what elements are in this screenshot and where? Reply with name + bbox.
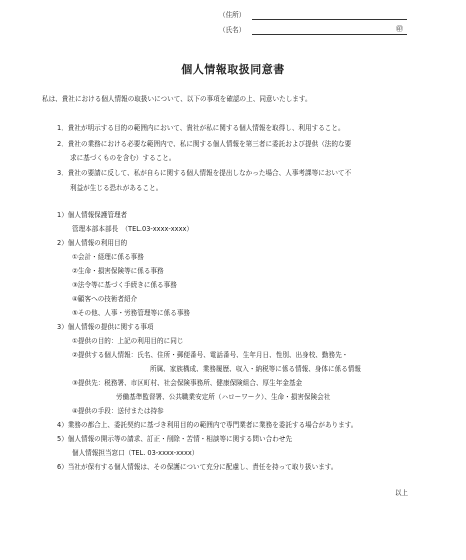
consent-item-2-cont: 求に基づくものを含む）すること。 (70, 154, 176, 162)
purpose-1: ①会計・経理に係る事務 (72, 253, 144, 261)
address-line (252, 19, 407, 20)
consent-item-3: 3．貴社の要請に反して、私が自らに関する個人情報を提出しなかった場合、人事考課等において不 (57, 169, 352, 177)
consent-item-3-cont: 利益が生じる恐れがあること。 (70, 184, 163, 192)
purpose-2: ②生命・損害保険等に係る事務 (72, 267, 164, 275)
provision-method: ④提供の手段：送付または持参 (72, 407, 164, 415)
contact-window: 個人情報担当窓口（TEL. 03-xxxx-xxxx） (72, 449, 199, 457)
detail-3-heading: 3）個人情報の提供に関する事項 (57, 323, 154, 331)
detail-1-manager: 管理本部本部長 （TEL.03-xxxx-xxxx） (72, 225, 193, 233)
purpose-5: ⑤その他、人事・労務管理等に係る事務 (72, 309, 191, 317)
detail-6-handling: 6）当社が保有する個人情報は、その保護について充分に配慮し、責任を持って取り扱います。 (57, 463, 338, 471)
intro-paragraph: 私は、貴社における個人情報の取扱いについて、以下の事項を確認の上、同意いたします。 (42, 95, 312, 103)
name-label: （氏名） (219, 26, 246, 34)
detail-2-heading: 2）個人情報の利用目的 (57, 239, 128, 247)
provision-recipients-cont: 労働基準監督署、公共職業安定所（ハローワーク）、生命・損害保険会社 (116, 393, 331, 401)
detail-4-outsourcing: 4）業務の都合上、委託契約に基づき利用目的の範囲内で専門業者に業務を委託する場合があります。 (57, 421, 358, 429)
consent-item-1: 1．貴社が明示する目的の範囲内において、貴社が私に関する個人情報を取得し、利用すること。 (57, 124, 345, 132)
document-title: 個人情報取扱同意書 (181, 63, 285, 76)
purpose-3: ③法令等に基づく手続きに係る事務 (72, 281, 177, 289)
address-label: （住所） (219, 11, 246, 19)
provided-info: ②提供する個人情報：氏名、住所・郵便番号、電話番号、生年月日、性別、出身校、勤務先・ (72, 351, 349, 359)
purpose-4: ④顧客への技術者紹介 (72, 295, 138, 303)
detail-1-heading: 1）個人情報保護管理者 (57, 211, 128, 219)
provision-recipients: ③提供先：税務署、市区町村、社会保険事務所、健康保険組合、厚生年金基金 (72, 379, 303, 387)
name-line (252, 34, 407, 35)
consent-item-2: 2．貴社の業務における必要な範囲内で、私に関する個人情報を第三者に委託および提供（法的な要 (57, 140, 352, 148)
closing-mark: 以上 (394, 489, 408, 497)
provided-info-cont: 所属、家族構成、業務履歴、収入・納税等に係る情報、身体に係る情報 (150, 365, 361, 373)
provision-purpose: ①提供の目的：上記の利用目的に同じ (72, 337, 184, 345)
detail-5-contact: 5）個人情報の開示等の請求、訂正・削除・苦情・相談等に関する問い合わせ先 (57, 435, 292, 443)
seal-mark: ㊞ (396, 25, 403, 33)
